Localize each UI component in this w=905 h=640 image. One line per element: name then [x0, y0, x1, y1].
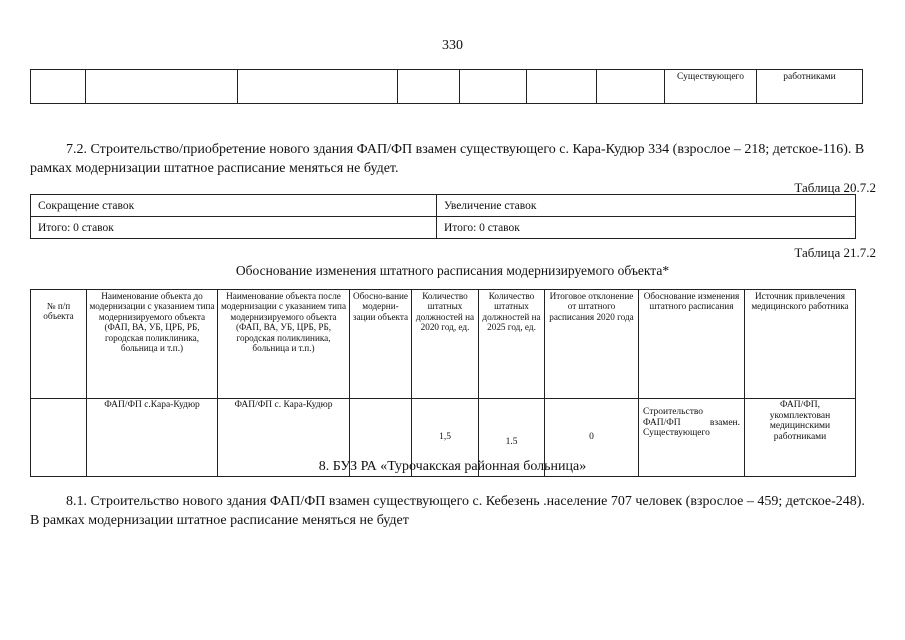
- table-cell: [460, 70, 527, 104]
- table-row: [31, 195, 856, 217]
- increase-header: Увеличение ставок: [437, 195, 856, 217]
- table-cell: Существующего: [665, 70, 757, 104]
- table-cell: [398, 70, 460, 104]
- table-cell: [597, 70, 665, 104]
- table-header-row: [31, 290, 856, 399]
- object-before: ФАП/ФП с.Кара-Кудюр: [87, 399, 218, 477]
- increase-total: Итого: 0 ставок: [437, 217, 856, 239]
- object-after: ФАП/ФП с. Кара-Кудюр: [218, 399, 350, 477]
- staff-count-2020: 1,5: [412, 399, 479, 477]
- reduction-header: Сокращение ставок: [31, 195, 437, 217]
- page-number: 330: [442, 38, 463, 53]
- table-21-title: Обоснование изменения штатного расписания модернизируемого объекта*: [235, 263, 670, 278]
- table-cell: работниками: [757, 70, 863, 104]
- column-header: Наименование объекта после модернизации с указанием типа модернизируемого объекта (ФАП, ВА, УБ, ЦРБ, РБ, городская поликлиника, больница и т.п.): [218, 290, 350, 399]
- staff-count-2025-value: 1.5: [505, 436, 518, 447]
- column-header: Итоговое отклонение от штатного расписания 2020 года: [545, 290, 639, 399]
- column-header: Обоснование изменения штатного расписания: [639, 290, 745, 399]
- column-header: Количество штатных должностей на 2020 год, ед.: [412, 290, 479, 399]
- table-cell: [86, 70, 238, 104]
- column-header: Обосно-вание модерни-зации объекта: [350, 290, 412, 399]
- column-header: Количество штатных должностей на 2025 год, ед.: [479, 290, 545, 399]
- staff-change-table: [30, 194, 856, 239]
- paragraph-7-2: 7.2. Строительство/приобретение нового здания ФАП/ФП взамен существующего с. Кара-Кудюр 334 (взрослое – 218; детское-116). В рамках модернизации штатное расписание меняться не будет.: [30, 142, 865, 176]
- justification-table: [30, 289, 856, 477]
- table-cell: [527, 70, 597, 104]
- staff-source: ФАП/ФП, укомплектован медицинскими работниками: [745, 399, 856, 477]
- table-20-caption: Таблица 20.7.2: [794, 180, 876, 195]
- table-21-caption: Таблица 21.7.2: [794, 245, 876, 260]
- table-cell: [31, 70, 86, 104]
- justification-line: ФАП/ФП взамен.: [643, 417, 740, 428]
- reduction-total: Итого: 0 ставок: [31, 217, 437, 239]
- carryover-table: [30, 69, 863, 104]
- deviation-value: 0: [545, 399, 639, 477]
- justification-line: Строительство: [643, 407, 704, 417]
- column-header: Наименование объекта до модернизации с указанием типа модернизируемого объекта (ФАП, ВА, УБ, ЦРБ, РБ, городская поликлиника, больница и т.п.): [87, 290, 218, 399]
- column-header: Источник привлечения медицинского работника: [745, 290, 856, 399]
- column-header: № п/п объекта: [31, 290, 87, 399]
- section-heading: 8. БУЗ РА «Турочакская районная больница»: [318, 459, 587, 474]
- table-cell: [238, 70, 398, 104]
- paragraph-8-1: 8.1. Строительство нового здания ФАП/ФП взамен существующего с. Кебезень .население 707 человек (взрослое – 459; детское-248). В рамках модернизации штатное расписание меняться не будет: [30, 494, 865, 528]
- table-row: [31, 70, 863, 104]
- table-row: [31, 217, 856, 239]
- justification-line: Существующего: [643, 428, 710, 438]
